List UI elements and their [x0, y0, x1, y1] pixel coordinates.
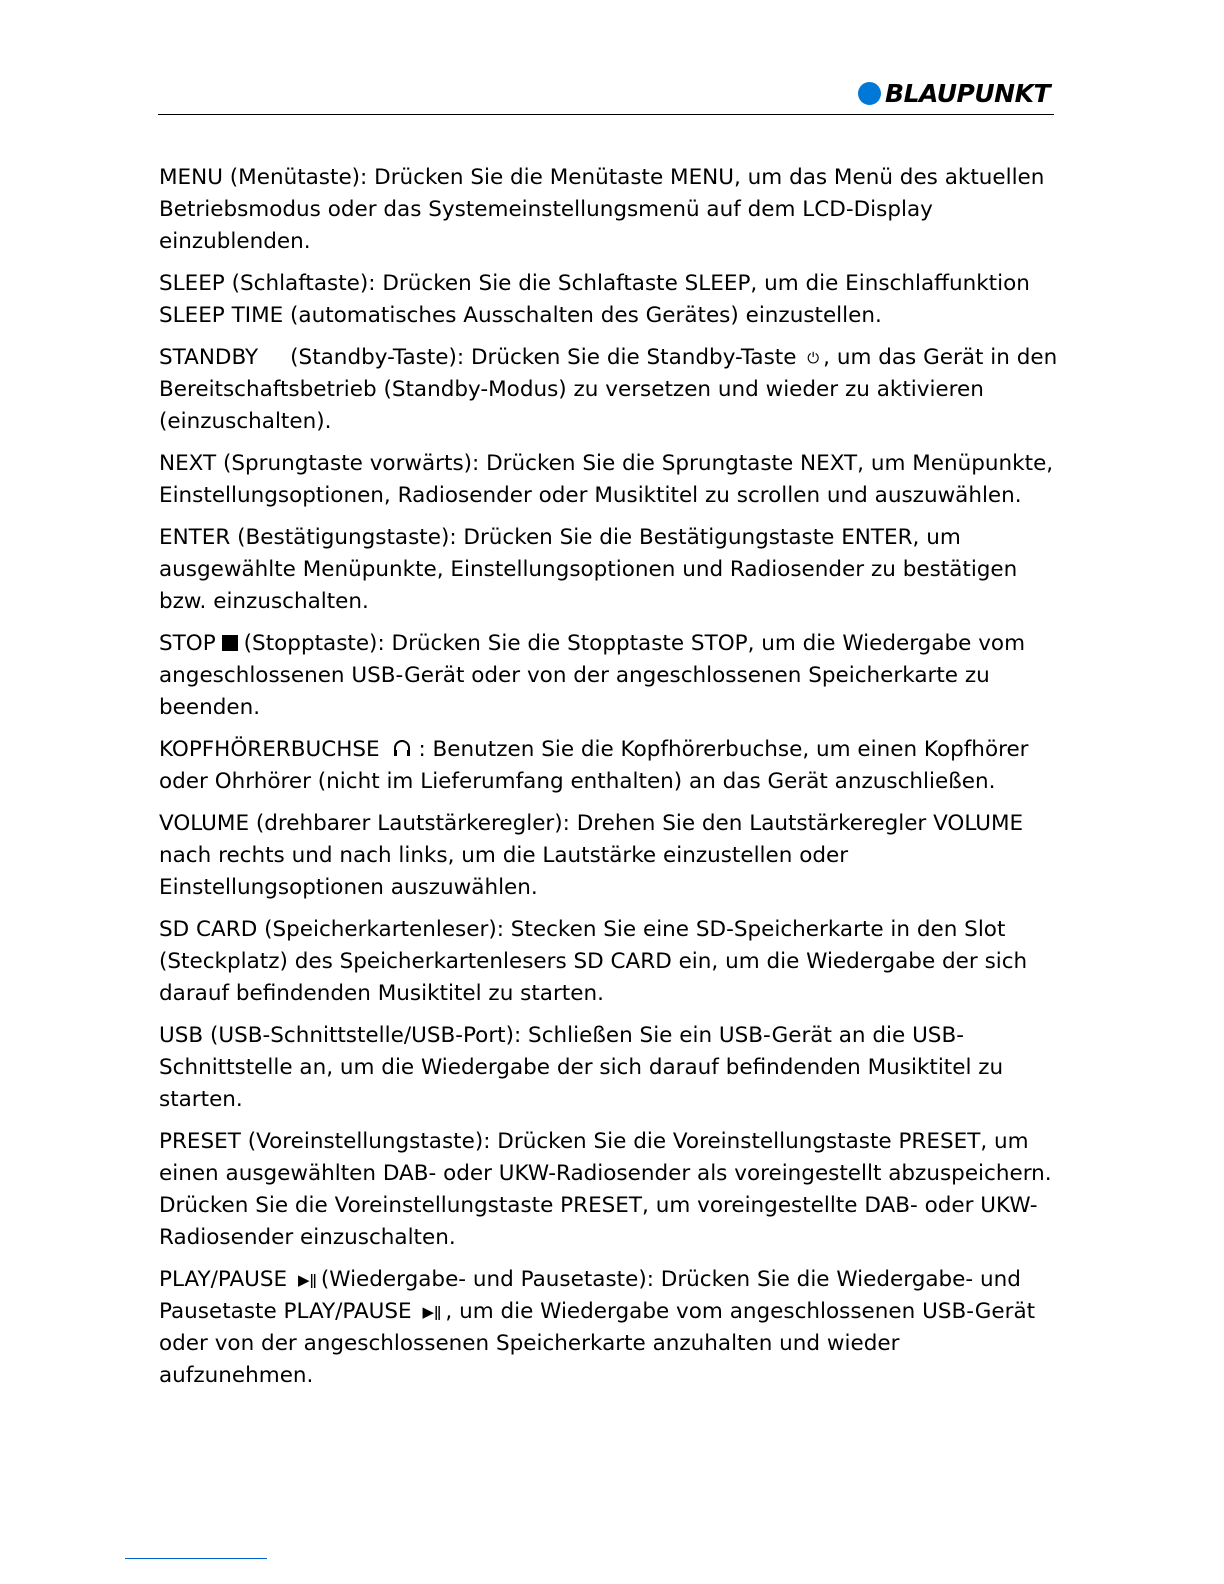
brand-dot-icon: [858, 82, 881, 105]
paragraph-enter: ENTER (Bestätigungstaste): Drücken Sie die Bestätigungstaste ENTER, um ausgewählte Menüpunkte, Einstellungsoptionen und Radiosender zu bestätigen bzw. einzuschalten.: [159, 525, 1018, 614]
document-body: [159, 162, 1059, 1402]
power-icon: ⏻: [807, 349, 820, 367]
headphones-icon: [392, 738, 412, 758]
playpause-text-end: , um die Wiedergabe vom angeschlossenen USB-Gerät oder von der angeschlossenen Speicherkarte anzuhalten und wieder aufzunehmen.: [159, 1299, 1036, 1388]
play-pause-icon: ▶ǁ: [297, 1271, 317, 1289]
brand-logo: [858, 78, 1050, 108]
paragraph-stop: [159, 628, 1059, 724]
stop-icon: [222, 635, 238, 651]
playpause-label: PLAY/PAUSE: [159, 1267, 288, 1292]
standby-label: STANDBY: [159, 345, 259, 370]
paragraph-sleep: SLEEP (Schlaftaste): Drücken Sie die Schlaftaste SLEEP, um die Einschlaffunktion SLEEP TIME (automatisches Ausschalten des Gerätes) einzustellen.: [159, 271, 1030, 328]
page-header: [158, 70, 1054, 115]
standby-text: (Standby-Taste): Drücken Sie die Standby-Taste: [290, 345, 797, 370]
paragraph-next: NEXT (Sprungtaste vorwärts): Drücken Sie die Sprungtaste NEXT, um Menüpunkte, Einstellungsoptionen, Radiosender oder Musiktitel zu scrollen und auszuwählen.: [159, 451, 1054, 508]
playpause-text: (Wiedergabe- und Pausetaste): Drücken Sie die Wiedergabe- und Pausetaste PLAY/PAUSE: [159, 1267, 1021, 1324]
standby-text-end: , um das Gerät in den Bereitschaftsbetrieb (Standby-Modus) zu versetzen und wieder zu aktivieren (einzuschalten).: [159, 345, 1058, 434]
paragraph-preset: PRESET (Voreinstellungstaste): Drücken Sie die Voreinstellungstaste PRESET, um einen ausgewählten DAB- oder UKW-Radiosender als voreingestellt abzuspeichern. Drücken Sie die Voreinstellungstaste PRESET, um voreingestellte DAB- oder UKW-Radiosender einzuschalten.: [159, 1129, 1052, 1250]
headphones-text: : Benutzen Sie die Kopfhörerbuchse, um einen Kopfhörer oder Ohrhörer (nicht im Lieferumfang enthalten) an das Gerät anzuschließen.: [159, 737, 1029, 794]
brand-name: BLAUPUNKT: [885, 78, 1050, 108]
headphones-label: KOPFHÖRERBUCHSE: [159, 737, 380, 762]
paragraph-playpause: [159, 1264, 1059, 1392]
paragraph-menu: MENU (Menütaste): Drücken Sie die Menütaste MENU, um das Menü des aktuellen Betriebsmodus oder das Systemeinstellungsmenü auf dem LCD-Display einzublenden.: [159, 165, 1045, 254]
footnote-divider: [125, 1558, 267, 1559]
stop-text: (Stopptaste): Drücken Sie die Stopptaste STOP, um die Wiedergabe vom angeschlossenen USB-Gerät oder von der angeschlossenen Speicherkarte zu beenden.: [159, 631, 1026, 720]
stop-label: STOP: [159, 631, 216, 656]
paragraph-standby: [159, 342, 1059, 438]
paragraph-headphones: [159, 734, 1059, 798]
paragraph-volume: VOLUME (drehbarer Lautstärkeregler): Drehen Sie den Lautstärkeregler VOLUME nach rechts und nach links, um die Lautstärke einzustellen oder Einstellungsoptionen auszuwählen.: [159, 811, 1024, 900]
paragraph-usb: USB (USB-Schnittstelle/USB-Port): Schließen Sie ein USB-Gerät an die USB-Schnittstelle an, um die Wiedergabe der sich darauf befindenden Musiktitel zu starten.: [159, 1023, 1004, 1112]
paragraph-sdcard: SD CARD (Speicherkartenleser): Stecken Sie eine SD-Speicherkarte in den Slot (Steckplatz) des Speicherkartenlesers SD CARD ein, um die Wiedergabe der sich darauf befindenden Musiktitel zu starten.: [159, 917, 1028, 1006]
play-pause-icon: ▶ǁ: [422, 1303, 442, 1321]
